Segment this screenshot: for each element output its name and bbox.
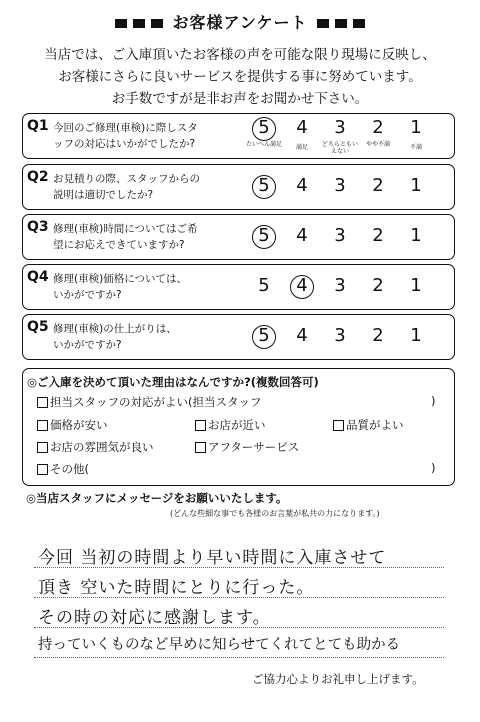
square-mark bbox=[133, 19, 145, 28]
answer-circle bbox=[252, 225, 276, 249]
scale-5[interactable]: 5 bbox=[258, 117, 270, 138]
square-mark bbox=[335, 19, 347, 28]
question-3-box bbox=[22, 214, 455, 260]
checkbox-checked[interactable] bbox=[195, 442, 206, 453]
reason-option-7-close: ) bbox=[431, 461, 436, 475]
scale-4[interactable]: 4 bbox=[296, 225, 308, 246]
scale-2[interactable]: 2 bbox=[372, 225, 384, 246]
scale-4[interactable]: 4 bbox=[296, 275, 308, 296]
scale-5[interactable]: 5 bbox=[258, 175, 270, 196]
question-label: Q2 bbox=[27, 169, 49, 185]
writing-line bbox=[34, 657, 444, 658]
scale-label-2: やや不満 bbox=[365, 141, 390, 148]
scale-1[interactable]: 1 bbox=[410, 225, 422, 246]
question-label: Q3 bbox=[27, 219, 49, 235]
square-mark bbox=[151, 19, 163, 28]
answer-circle bbox=[252, 175, 276, 199]
reason-option-4[interactable]: 品質がよい bbox=[333, 417, 404, 433]
question-label: Q1 bbox=[27, 118, 49, 134]
question-4-box bbox=[22, 264, 455, 310]
scale-4[interactable]: 4 bbox=[296, 117, 308, 138]
checkbox[interactable] bbox=[333, 420, 344, 431]
scale-5[interactable]: 5 bbox=[258, 225, 270, 246]
scale-1[interactable]: 1 bbox=[410, 117, 422, 138]
answer-circle bbox=[252, 325, 276, 349]
square-mark bbox=[317, 19, 329, 28]
scale-1[interactable]: 1 bbox=[410, 175, 422, 196]
scale-2[interactable]: 2 bbox=[372, 117, 384, 138]
scale-1[interactable]: 1 bbox=[410, 325, 422, 346]
scale-label-3: どちらともいえない bbox=[321, 141, 358, 155]
reason-option-1-close: ) bbox=[431, 394, 436, 408]
question-5-box bbox=[22, 314, 455, 360]
scale-label-5: たいへん満足 bbox=[245, 141, 282, 148]
scale-3[interactable]: 3 bbox=[334, 117, 346, 138]
scale-3[interactable]: 3 bbox=[334, 225, 346, 246]
closing-text: ご協力心よりお礼申し上げます。 bbox=[252, 672, 424, 686]
message-title: ◎当店スタッフにメッセージをお願いいたします。 bbox=[26, 491, 288, 505]
scale-5[interactable]: 5 bbox=[258, 275, 270, 296]
scale-label-4: 満足 bbox=[295, 144, 308, 151]
intro-line-3: お手数ですが是非お声をお聞かせ下さい。 bbox=[111, 91, 369, 107]
answer-circle bbox=[290, 275, 314, 299]
question-2-box bbox=[22, 164, 455, 210]
handwritten-line-4: 持っていくものなど早めに知らせてくれてとても助かる bbox=[38, 637, 401, 653]
scale-5[interactable]: 5 bbox=[258, 325, 270, 346]
survey-title bbox=[0, 10, 480, 33]
message-note: (どんな些細な事でも各様のお言葉が私共の力になります。) bbox=[170, 509, 380, 518]
square-mark bbox=[115, 19, 127, 28]
question-text: 修理(車検)価格については、 いかがですか? bbox=[53, 273, 187, 301]
checkbox[interactable] bbox=[195, 420, 206, 431]
question-text: お見積りの際、スタッフからの 説明は適切でしたか? bbox=[53, 173, 200, 201]
checkbox[interactable] bbox=[37, 442, 48, 453]
question-label: Q4 bbox=[27, 269, 49, 285]
question-label: Q5 bbox=[27, 319, 49, 335]
checkbox[interactable] bbox=[37, 464, 48, 475]
scale-2[interactable]: 2 bbox=[372, 325, 384, 346]
scale-3[interactable]: 3 bbox=[334, 175, 346, 196]
scale-4[interactable]: 4 bbox=[296, 175, 308, 196]
checkbox-checked[interactable] bbox=[37, 397, 48, 408]
reason-option-1[interactable]: 担当スタッフの対応がよい(担当スタッフ bbox=[37, 394, 261, 410]
reasons-box bbox=[22, 368, 455, 486]
question-text: 修理(車検)の仕上がりは、 いかがですか? bbox=[53, 323, 177, 351]
scale-1[interactable]: 1 bbox=[410, 275, 422, 296]
intro-line-1: 当店では、ご入庫頂いたお客様の声を可能な限り現場に反映し、 bbox=[44, 47, 436, 63]
reasons-title: ◎ご入庫を決めて頂いた理由はなんですか?(複数回答可) bbox=[27, 375, 319, 389]
intro-line-2: お客様にさらに良いサービスを提供する事に努めています。 bbox=[58, 69, 422, 85]
answer-circle bbox=[252, 117, 276, 141]
square-mark bbox=[353, 19, 365, 28]
question-text: 修理(車検)時間についてはご希 望にお応えできていますか? bbox=[53, 223, 198, 251]
handwritten-line-2: 頂き 空いた時間にとりに行った。 bbox=[38, 578, 315, 598]
scale-2[interactable]: 2 bbox=[372, 275, 384, 296]
scale-3[interactable]: 3 bbox=[334, 275, 346, 296]
reason-option-6[interactable]: アフターサービス bbox=[195, 439, 299, 455]
title-text: お客様アンケート bbox=[172, 13, 308, 32]
reason-option-2[interactable]: 価格が安い bbox=[37, 417, 108, 433]
scale-2[interactable]: 2 bbox=[372, 175, 384, 196]
reason-option-3[interactable]: お店が近い bbox=[195, 417, 266, 433]
scale-label-1: 不満 bbox=[409, 144, 422, 151]
scale-3[interactable]: 3 bbox=[334, 325, 346, 346]
handwritten-line-1: 今回 当初の時間より早い時間に入庫させて bbox=[38, 548, 387, 568]
question-1-box bbox=[22, 113, 455, 159]
handwritten-line-3: その時の対応に感謝します。 bbox=[38, 608, 271, 628]
question-text: 今回のご修理(車検)に際しスタ ッフの対応はいかがでしたか? bbox=[53, 122, 198, 150]
reason-option-7[interactable]: その他( bbox=[37, 461, 89, 477]
reason-option-5[interactable]: お店の雰囲気が良い bbox=[37, 439, 154, 455]
scale-4[interactable]: 4 bbox=[296, 325, 308, 346]
checkbox[interactable] bbox=[37, 420, 48, 431]
